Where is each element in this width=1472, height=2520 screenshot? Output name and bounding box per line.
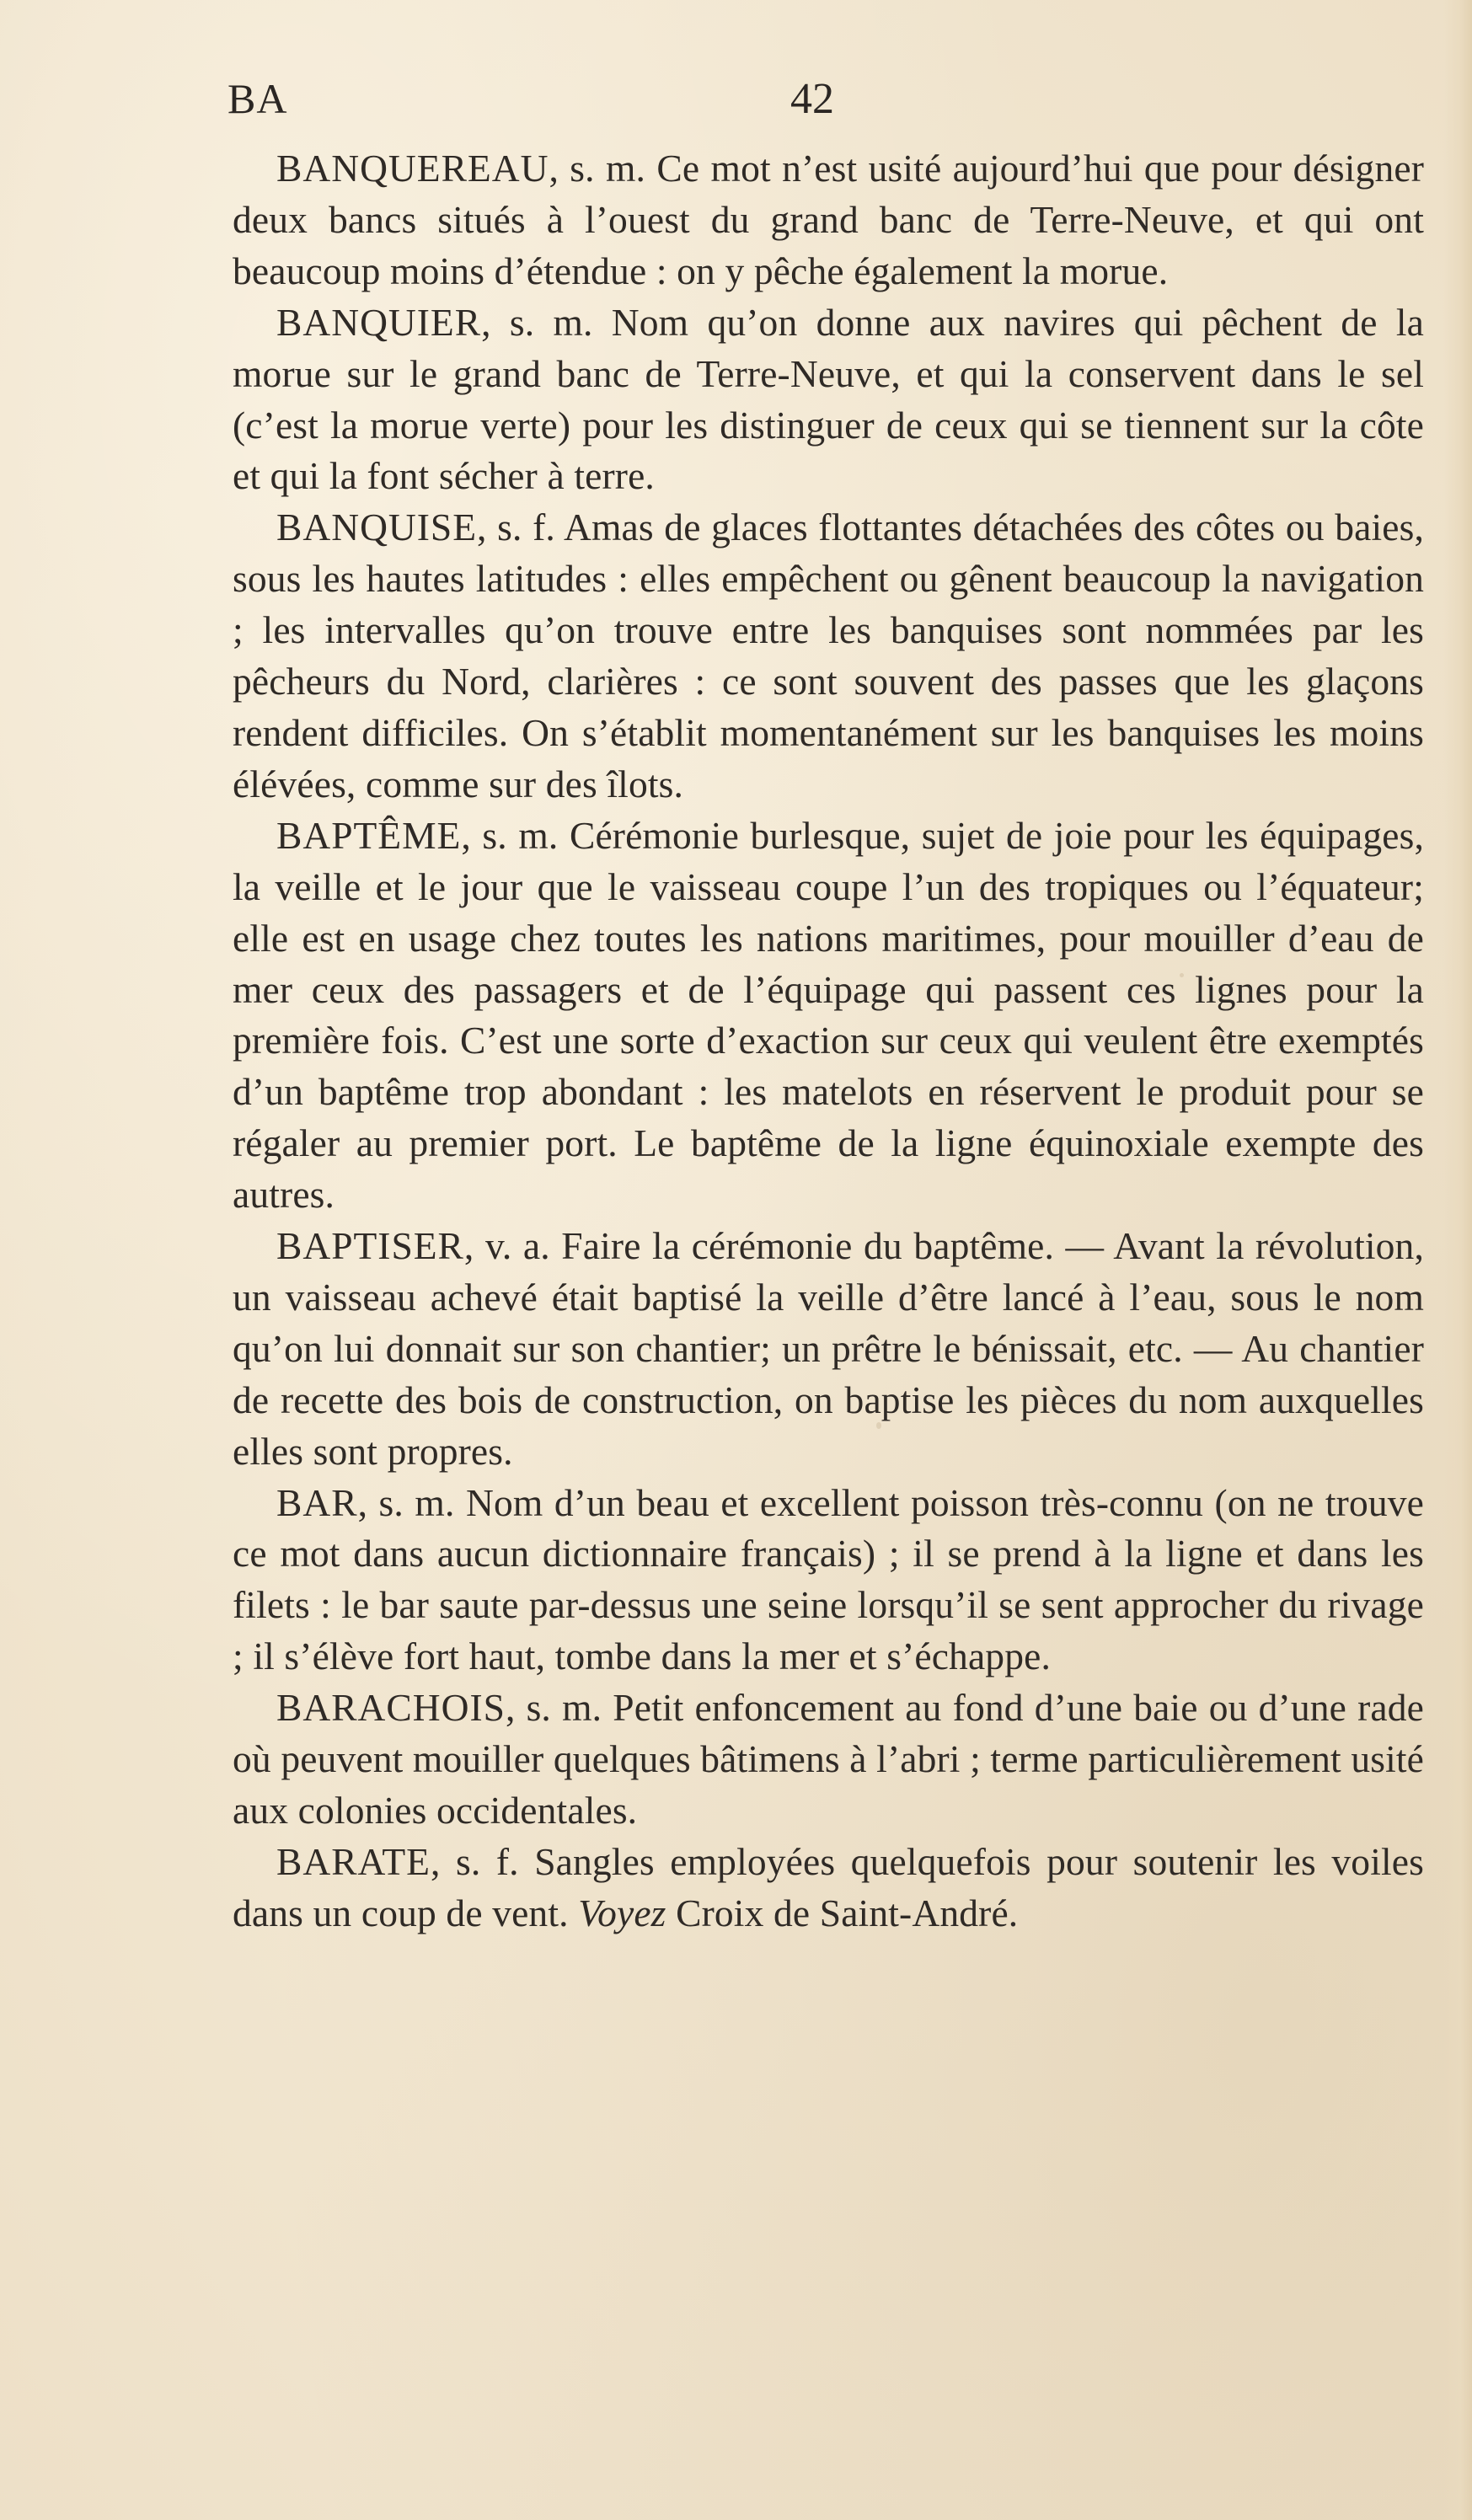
page-edge-shadow	[1443, 0, 1472, 2520]
dictionary-entry	[233, 143, 1424, 297]
entry-grammar: , s. m.	[357, 1480, 455, 1524]
cross-reference-label: Voyez	[578, 1891, 666, 1934]
dictionary-entry	[233, 1837, 1424, 1939]
entry-grammar: , v. a.	[463, 1224, 550, 1268]
dictionary-entry	[233, 297, 1424, 503]
entry-grammar: , s. m.	[505, 1686, 602, 1730]
dictionary-entry	[233, 1478, 1424, 1683]
dictionary-entry	[233, 811, 1424, 1221]
entry-grammar: , s. m.	[481, 300, 593, 344]
entry-headword: BARACHOIS	[276, 1686, 506, 1730]
entry-headword: BANQUISE	[276, 506, 478, 549]
entry-headword: BAPTÊME	[276, 813, 462, 857]
entry-grammar: , s. f.	[430, 1839, 519, 1883]
entry-definition: Nom qu’on donne aux navires qui pêchent de la morue sur le grand banc de Terre-Neuve, et qui la conservent dans le sel (c’est la morue verte) pour les distinguer de ceux qui se tiennent sur la côte et qui la font sécher à terre.	[233, 300, 1425, 498]
entry-definition: Faire la cérémonie du baptême. — Avant la révolution, un vaisseau achevé était baptisé la veille d’être lancé à l’eau, sous le nom qu’on lui donnait sur son chantier; un prêtre le bénissait, etc. — Au chantier de recette des bois de construction, on baptise les pièces du nom auxquelles elles sont propres.	[233, 1224, 1424, 1473]
entry-grammar: , s. m.	[549, 147, 646, 190]
dictionary-text	[233, 143, 1424, 1939]
entry-definition: Ce mot n’est usité aujourd’hui que pour désigner deux bancs situés à l’ouest du grand banc de Terre-Neuve, et qui ont beaucoup moins d’étendue : on y pêche également la morue.	[233, 147, 1424, 292]
page-header	[227, 74, 1424, 142]
entry-definition: Nom d’un beau et excellent poisson très-connu (on ne trouve ce mot dans aucun dictionnaire français) ; il se prend à la ligne et dans les filets : le bar saute par-dessus une seine lorsqu’il se sent approcher du rivage ; il s’élève fort haut, tombe dans la mer et s’échappe.	[233, 1480, 1424, 1678]
dictionary-entry	[233, 1683, 1424, 1837]
page-number: 42	[790, 75, 834, 123]
cross-reference-target: Croix de Saint-André.	[666, 1891, 1019, 1934]
entry-definition: Amas de glaces flottantes détachées des côtes ou baies, sous les hautes latitudes : elles empêchent ou gênent beaucoup la navigation ; les intervalles qu’on trouve entre les banquises sont nommées par les pêcheurs du Nord, clarières : ce sont souvent des passes que les glaçons rendent difficiles. On s’établit momentanément sur les banquises les moins élévées, comme sur des îlots.	[233, 506, 1424, 805]
running-head: BA	[227, 75, 288, 122]
entry-headword: BAPTISER	[276, 1224, 464, 1268]
dictionary-entry	[233, 502, 1424, 810]
dictionary-entry	[233, 1221, 1424, 1478]
entry-grammar: , s. f.	[477, 506, 555, 549]
entry-headword: BANQUIER	[276, 300, 482, 344]
entry-definition: Petit enfoncement au fond d’une baie ou d’une rade où peuvent mouiller quelques bâtimens à l’abri ; terme particulièrement usité aux colonies occidentales.	[233, 1686, 1425, 1832]
entry-headword: BAR	[276, 1480, 358, 1524]
entry-grammar: , s. m.	[461, 813, 559, 857]
entry-definition: Cérémonie burlesque, sujet de joie pour les équipages, la veille et le jour que le vaisseau coupe l’un des tropiques ou l’équateur; elle est en usage chez toutes les nations maritimes, pour mouiller d’eau de mer ceux des passagers et de l’équipage qui passent ces lignes pour la première fois. C’est une sorte d’exaction sur ceux qui veulent être exemptés d’un baptême trop abondant : les matelots en réservent le produit pour se régaler au premier port. Le baptême de la ligne équinoxiale exempte des autres.	[233, 813, 1424, 1217]
entry-headword: BARATE	[276, 1839, 431, 1883]
entry-definition: Sangles employées quelquefois pour soutenir les voiles dans un coup de vent.	[233, 1839, 1424, 1934]
entry-headword: BANQUEREAU	[276, 147, 549, 190]
